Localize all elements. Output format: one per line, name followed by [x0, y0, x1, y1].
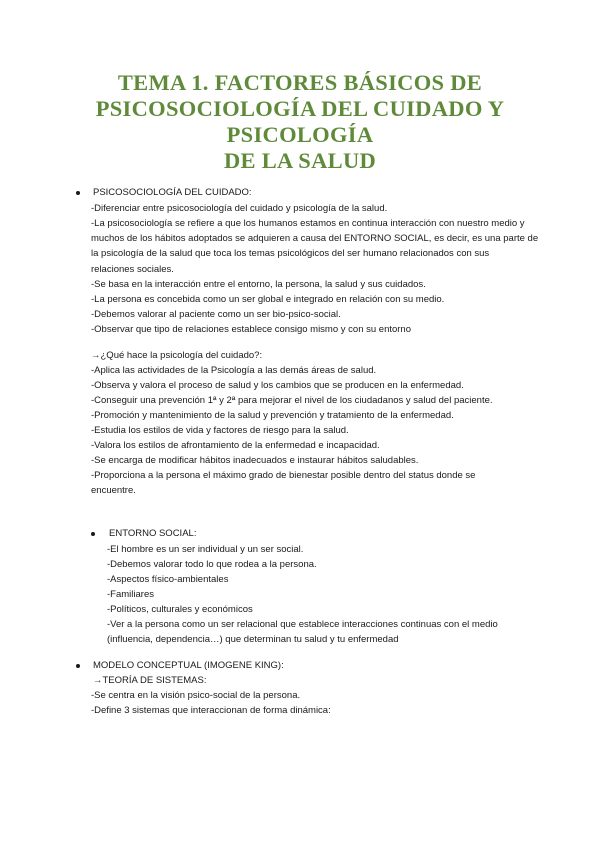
text-line: (influencia, dependencia…) que determinan tu salud y tu enfermedad	[107, 634, 399, 645]
text-line: -Promoción y mantenimiento de la salud y prevención y tratamiento de la enfermedad.	[91, 410, 454, 421]
text-line: -Se centra en la visión psico-social de la persona.	[91, 690, 301, 701]
text-line: -Valora los estilos de afrontamiento de la enfermedad e incapacidad.	[91, 440, 380, 451]
bullet-icon	[76, 664, 80, 668]
text-line: muchos de los hábitos adoptados se adquieren a causa del ENTORNO SOCIAL, es decir, es una parte de	[91, 233, 539, 244]
text-line: -Se basa en la interacción entre el entorno, la persona, la salud y sus cuidados.	[91, 279, 426, 290]
text-line: -Políticos, culturales y económicos	[107, 604, 253, 615]
text-line: -Observa y valora el proceso de salud y los cambios que se producen en la enfermedad.	[91, 380, 464, 391]
text-line: -Conseguir una prevención 1ª y 2ª para mejorar el nivel de los ciudadanos y salud del paciente.	[91, 395, 493, 406]
text-line: -Aplica las actividades de la Psicología a las demás áreas de salud.	[91, 365, 377, 376]
text-line: -Diferenciar entre psicosociología del cuidado y psicología de la salud.	[91, 203, 388, 214]
text-line: -Debemos valorar al paciente como un ser bio-psico-social.	[91, 309, 341, 320]
text-line: -La persona es concebida como un ser global e integrado en relación con su medio.	[91, 294, 445, 305]
arrow-right-icon: →	[93, 675, 103, 686]
title-line: PSICOSOCIOLOGÍA DEL CUIDADO Y PSICOLOGÍA	[95, 96, 505, 147]
text-line: encuentre.	[91, 485, 136, 496]
text-line: -Proporciona a la persona el máximo grado de bienestar posible dentro del status donde se	[91, 470, 476, 481]
text-line: -Ver a la persona como un ser relacional que establece interacciones continuas con el medio	[107, 619, 498, 630]
section-heading: MODELO CONCEPTUAL (IMOGENE KING):	[93, 660, 284, 671]
text-line: -Observar que tipo de relaciones establece consigo mismo y con su entorno	[91, 324, 412, 335]
text-line: relaciones sociales.	[91, 264, 174, 275]
text-line: -El hombre es un ser individual y un ser social.	[107, 544, 304, 555]
title-line: TEMA 1. FACTORES BÁSICOS DE	[117, 70, 483, 95]
text-line: -Define 3 sistemas que interaccionan de forma dinámica:	[91, 705, 331, 716]
bullet-icon	[91, 532, 95, 536]
question-heading	[91, 349, 262, 363]
section-heading: ENTORNO SOCIAL:	[109, 528, 197, 539]
subsection-heading	[93, 674, 207, 688]
text-line: -Familiares	[107, 589, 154, 600]
subsection-text: TEORÍA DE SISTEMAS:	[102, 675, 207, 686]
text-line: -Estudia los estilos de vida y factores de riesgo para la salud.	[91, 425, 349, 436]
title-line: DE LA SALUD	[223, 148, 377, 173]
arrow-right-icon: →	[91, 350, 101, 361]
text-line: -Aspectos físico-ambientales	[107, 574, 229, 585]
bullet-icon	[76, 191, 80, 195]
question-text: ¿Qué hace la psicología del cuidado?:	[100, 350, 263, 361]
section-heading: PSICOSOCIOLOGÍA DEL CUIDADO:	[93, 187, 252, 198]
text-line: -Debemos valorar todo lo que rodea a la persona.	[107, 559, 317, 570]
text-line: -La psicosociología se refiere a que los humanos estamos en continua interacción con nuestro medio y	[91, 218, 525, 229]
text-line: -Se encarga de modificar hábitos inadecuados e instaurar hábitos saludables.	[91, 455, 419, 466]
text-line: la psicología de la salud que toca los temas psicológicos del ser humano relacionados con sus	[91, 248, 490, 259]
